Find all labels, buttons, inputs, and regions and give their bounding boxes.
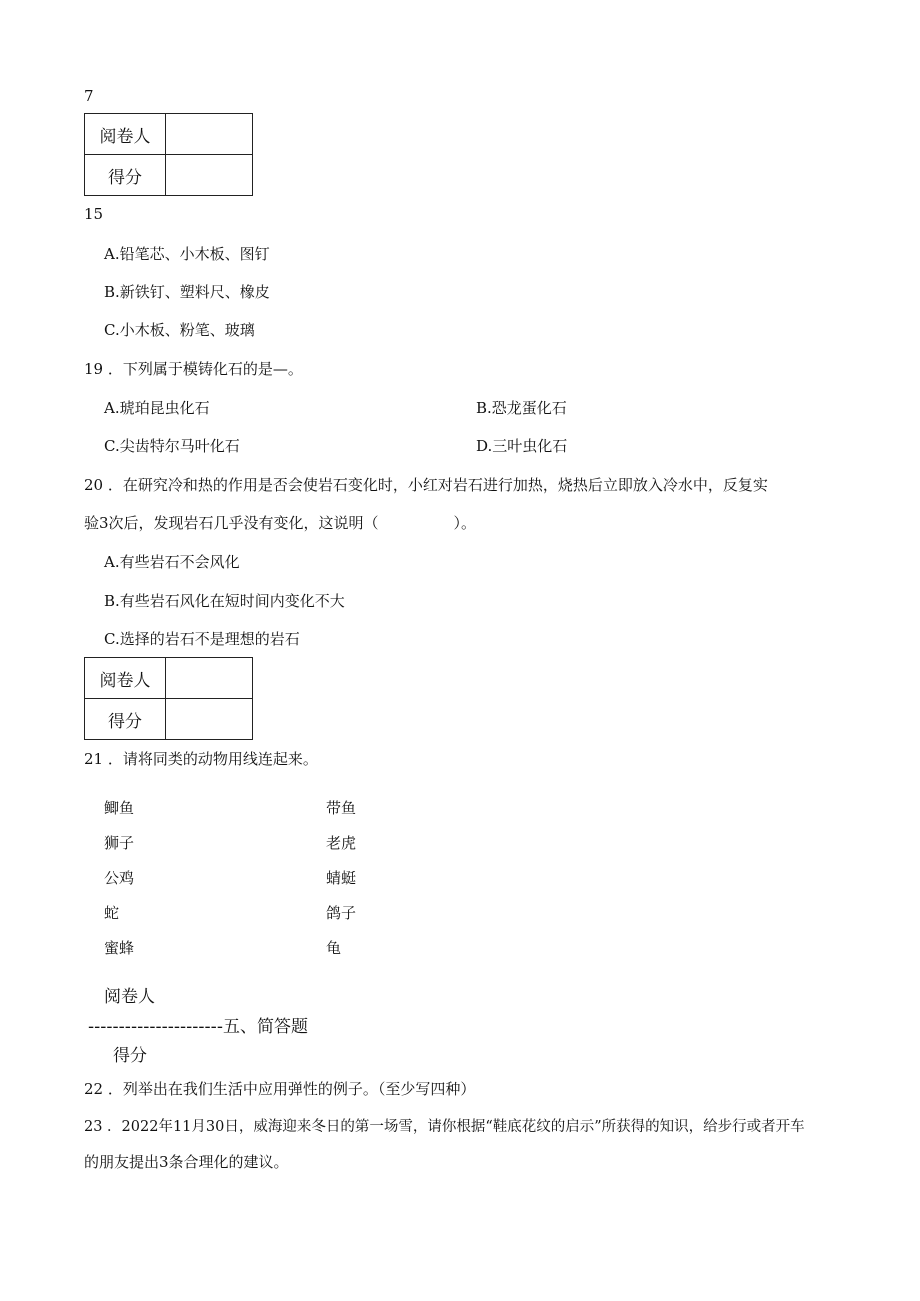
- option-c[interactable]: C.小木板、粉笔、玻璃: [104, 321, 255, 339]
- score-box: [84, 657, 253, 740]
- question-19-text: 19 ．下列属于模铸化石的是—。: [84, 360, 303, 378]
- animal-left[interactable]: 狮子: [104, 834, 135, 852]
- reviewer-field[interactable]: [166, 658, 253, 699]
- question-22-text: 22 ．列举出在我们生活中应用弹性的例子。（至少写四种）: [84, 1080, 476, 1098]
- option-a[interactable]: A.铅笔芯、小木板、图钉: [104, 245, 270, 263]
- section-reviewer-label: 阅卷人: [104, 987, 155, 1007]
- question-21-text: 21 ．请将同类的动物用线连起来。: [84, 750, 318, 768]
- option-a[interactable]: A.琥珀昆虫化石: [104, 399, 210, 417]
- score-box: [84, 113, 253, 196]
- section-score-label: 得分: [113, 1046, 147, 1066]
- animal-right[interactable]: 鸽子: [326, 904, 357, 922]
- score-field[interactable]: [166, 155, 253, 196]
- option-d[interactable]: D.三叶虫化石: [476, 437, 568, 455]
- section-title: ----------------------五、简答题: [88, 1017, 308, 1037]
- option-a[interactable]: A.有些岩石不会风化: [104, 553, 240, 571]
- score-label: 得分: [85, 155, 166, 196]
- score-label: 得分: [85, 699, 166, 740]
- option-c[interactable]: C.尖齿特尔马叶化石: [104, 437, 240, 455]
- animal-right[interactable]: 蜻蜓: [326, 869, 357, 887]
- option-b[interactable]: B.新铁钉、塑料尺、橡皮: [104, 283, 270, 301]
- animal-left[interactable]: 蛇: [104, 904, 120, 922]
- animal-left[interactable]: 鲫鱼: [104, 799, 135, 817]
- option-b[interactable]: B.恐龙蛋化石: [476, 399, 567, 417]
- animal-right[interactable]: 老虎: [326, 834, 357, 852]
- animal-left[interactable]: 蜜蜂: [104, 939, 135, 957]
- question-7-number: 7: [84, 87, 94, 105]
- animal-right[interactable]: 带鱼: [326, 799, 357, 817]
- question-23-line-2: 的朋友提出3条合理化的建议。: [84, 1153, 289, 1171]
- reviewer-label: 阅卷人: [85, 114, 166, 155]
- question-15-number: 15: [84, 205, 104, 223]
- question-20-line-2: 验3次后，发现岩石几乎没有变化，这说明（ ）。: [84, 514, 477, 532]
- animal-left[interactable]: 公鸡: [104, 869, 135, 887]
- question-23-line-1: 23 ．2022年11月30日，威海迎来冬日的第一场雪，请你根据“鞋底花纹的启示”所获得的知识，给步行或者开车: [84, 1119, 805, 1135]
- reviewer-field[interactable]: [166, 114, 253, 155]
- animal-right[interactable]: 龟: [326, 939, 342, 957]
- score-field[interactable]: [166, 699, 253, 740]
- option-c[interactable]: C.选择的岩石不是理想的岩石: [104, 630, 300, 648]
- question-20-line-1: 20 ．在研究冷和热的作用是否会使岩石变化时，小红对岩石进行加热，烧热后立即放入冷水中，反复实: [84, 476, 768, 494]
- option-b[interactable]: B.有些岩石风化在短时间内变化不大: [104, 592, 345, 610]
- reviewer-label: 阅卷人: [85, 658, 166, 699]
